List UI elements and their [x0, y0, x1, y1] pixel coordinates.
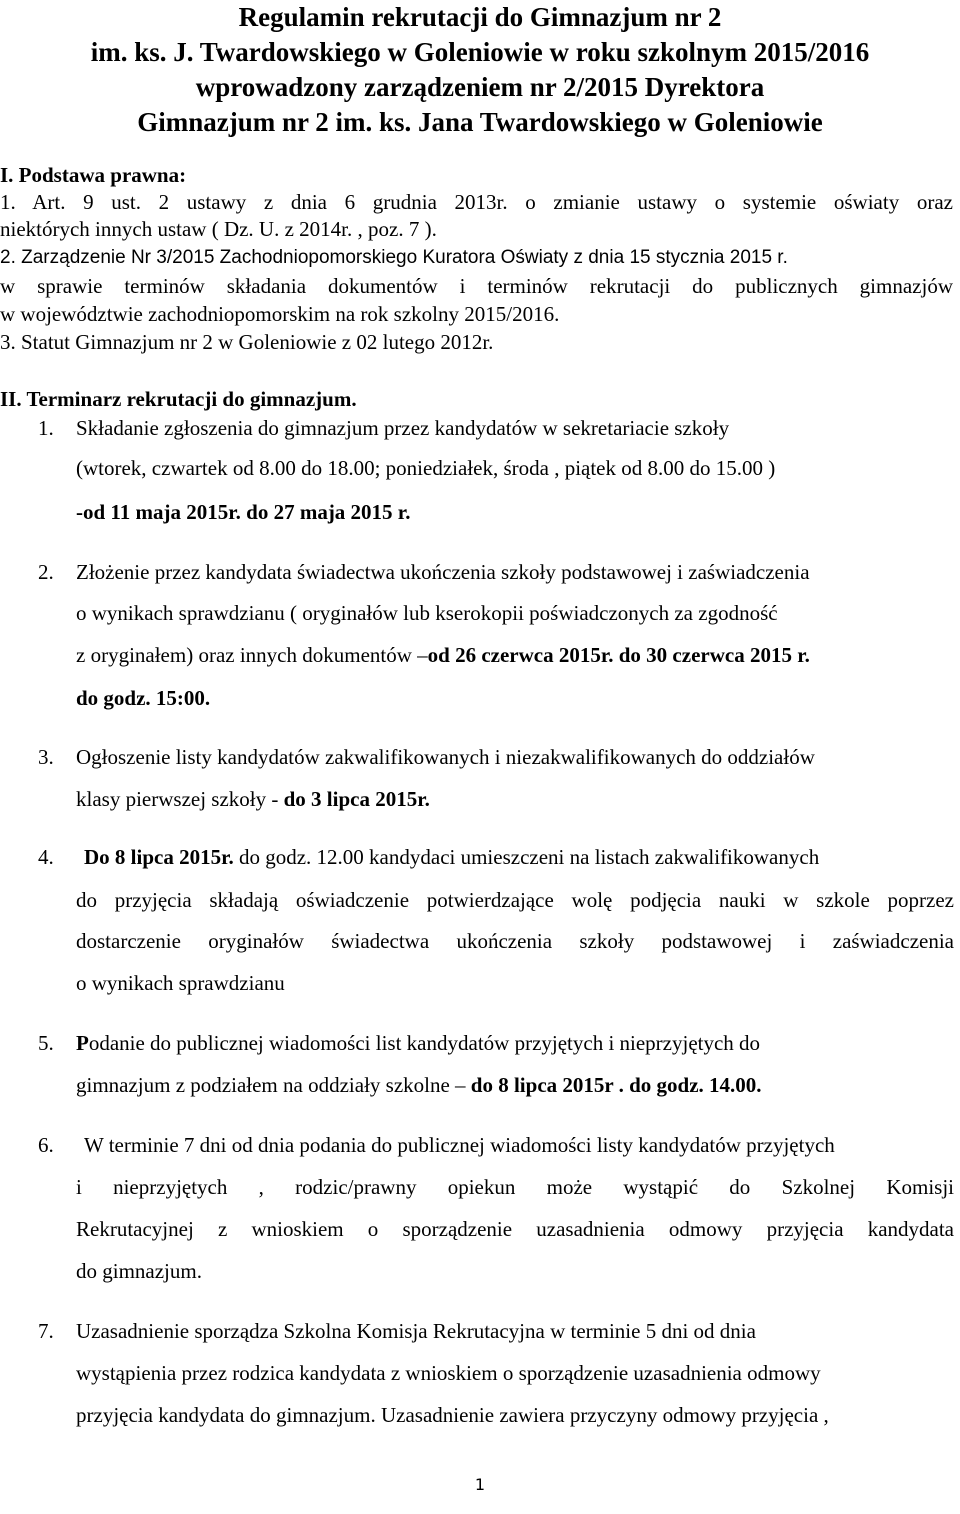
item-2-line-2: o wynikach sprawdzianu ( oryginałów lub kserokopii poświadczonych za zgodność: [76, 601, 778, 625]
item-5-initial: P: [76, 1031, 89, 1055]
item-2-line-1: Złożenie przez kandydata świadectwa ukończenia szkoły podstawowej i zaświadczenia: [76, 560, 810, 584]
title-line-3: wprowadzony zarządzeniem nr 2/2015 Dyrektora: [195, 72, 765, 102]
item-4-deadline: Do 8 lipca 2015r.: [84, 845, 234, 869]
item-5-line-1-text: odanie do publicznej wiadomości list kandydatów przyjętych i nieprzyjętych do: [88, 1031, 761, 1055]
title-line-4: Gimnazjum nr 2 im. ks. Jana Twardowskiego w Goleniowie: [137, 107, 823, 137]
item-6-line-2: i nieprzyjętych , rodzic/prawny opiekun może wystąpić do Szkolnej Komisji: [76, 1175, 954, 1199]
item-2-line-3: [76, 641, 810, 669]
item-2-line-4: do godz. 15:00.: [76, 686, 211, 710]
item-7-number: 7.: [38, 1319, 54, 1343]
legal-basis-2-line-2: w sprawie terminów składania dokumentów i terminów rekrutacji do publicznych gimnazjów: [0, 274, 953, 298]
title-line-1: Regulamin rekrutacji do Gimnazjum nr 2: [238, 2, 722, 32]
item-1-number: 1.: [38, 416, 54, 440]
document-title: [0, 0, 960, 140]
legal-basis-2-line-1: 2. Zarządzenie Nr 3/2015 Zachodniopomorskiego Kuratora Oświaty z dnia 15 stycznia 2015 r.: [0, 247, 788, 268]
item-4-line-2: do przyjęcia składają oświadczenie potwierdzające wolę podjęcia nauki w szkole poprzez: [76, 888, 954, 912]
title-line-2: im. ks. J. Twardowskiego w Goleniowie w roku szkolnym 2015/2016: [90, 37, 870, 67]
item-4-line-3: dostarczenie oryginałów świadectwa ukończenia szkoły podstawowej i zaświadczenia: [76, 929, 954, 953]
item-3-deadline: do 3 lipca 2015r.: [283, 787, 430, 811]
item-7-line-1: Uzasadnienie sporządza Szkolna Komisja Rekrutacyjna w terminie 5 dni od dnia: [76, 1319, 756, 1343]
item-6-number: 6.: [38, 1133, 54, 1157]
item-4-line-4: o wynikach sprawdzianu: [76, 971, 285, 995]
page-number: 1: [474, 1475, 486, 1494]
item-2-line-3-text: z oryginałem) oraz innych dokumentów –: [76, 643, 428, 667]
item-3-line-1: Ogłoszenie listy kandydatów zakwalifikowanych i niezakwalifikowanych do oddziałów: [76, 745, 815, 769]
item-5-deadline: do 8 lipca 2015r . do godz. 14.00.: [470, 1073, 762, 1097]
item-5-line-2: [76, 1071, 762, 1099]
legal-basis-1-line-2: niektórych innych ustaw ( Dz. U. z 2014r. , poz. 7 ).: [0, 217, 437, 241]
item-2-deadline: od 26 czerwca 2015r. do 30 czerwca 2015 r.: [427, 643, 810, 667]
item-2-number: 2.: [38, 560, 54, 584]
legal-basis-3: 3. Statut Gimnazjum nr 2 w Goleniowie z 02 lutego 2012r.: [0, 330, 494, 354]
item-5-number: 5.: [38, 1031, 54, 1055]
item-7-line-2: wystąpienia przez rodzica kandydata z wnioskiem o sporządzenie uzasadnienia odmowy: [76, 1361, 821, 1385]
item-6-line-4: do gimnazjum.: [76, 1259, 202, 1283]
legal-basis-1-line-1: 1. Art. 9 ust. 2 ustawy z dnia 6 grudnia 2013r. o zmianie ustawy o systemie oświaty oraz: [0, 190, 953, 214]
item-3-line-2-text: klasy pierwszej szkoły -: [76, 787, 284, 811]
section-1-heading: I. Podstawa prawna:: [0, 163, 187, 187]
item-7-line-3: przyjęcia kandydata do gimnazjum. Uzasadnienie zawiera przyczyny odmowy przyjęcia ,: [76, 1403, 829, 1427]
item-5-line-2-text: gimnazjum z podziałem na oddziały szkolne –: [76, 1073, 471, 1097]
item-6-line-1: W terminie 7 dni od dnia podania do publicznej wiadomości listy kandydatów przyjętych: [84, 1133, 835, 1157]
item-6-line-3: Rekrutacyjnej z wnioskiem o sporządzenie uzasadnienia odmowy przyjęcia kandydata: [76, 1217, 954, 1241]
item-1-line-3: -od 11 maja 2015r. do 27 maja 2015 r.: [76, 500, 411, 524]
item-5-line-1: [76, 1029, 760, 1057]
item-4-line-1-text: do godz. 12.00 kandydaci umieszczeni na listach zakwalifikowanych: [233, 845, 820, 869]
item-1-line-1: Składanie zgłoszenia do gimnazjum przez kandydatów w sekretariacie szkoły: [76, 416, 730, 440]
item-4-number: 4.: [38, 845, 54, 869]
item-1-line-2: (wtorek, czwartek od 8.00 do 18.00; poniedziałek, środa , piątek od 8.00 do 15.00 ): [76, 456, 776, 480]
section-2-heading: II. Terminarz rekrutacji do gimnazjum.: [0, 387, 357, 411]
item-3-number: 3.: [38, 745, 54, 769]
item-3-line-2: [76, 785, 430, 813]
legal-basis-2-line-3: w województwie zachodniopomorskim na rok szkolny 2015/2016.: [0, 302, 560, 326]
item-4-line-1: [84, 843, 819, 871]
